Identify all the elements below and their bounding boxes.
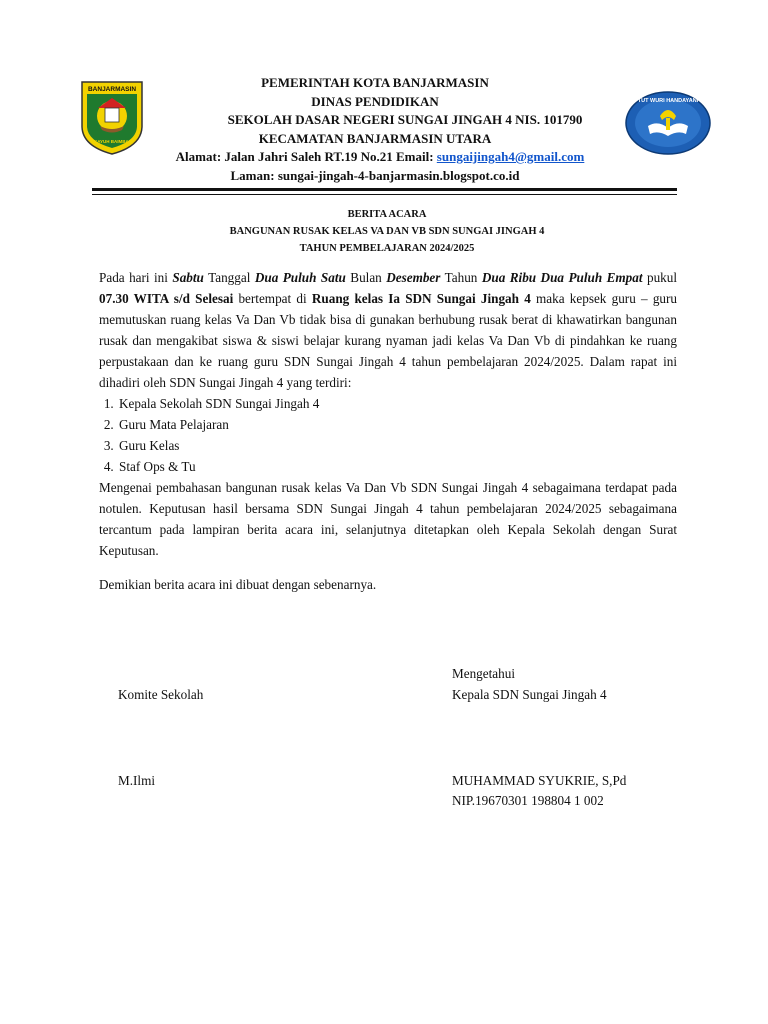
email-link[interactable]: sungaijingah4@gmail.com xyxy=(436,149,585,164)
text-run: Tahun xyxy=(440,270,482,285)
paragraph-opening xyxy=(99,267,677,393)
letterhead-line-4: KECAMATAN BANJARMASIN UTARA xyxy=(258,130,492,146)
letterhead-line-2: DINAS PENDIDIKAN xyxy=(311,93,439,109)
list-item: 2. Guru Mata Pelajaran xyxy=(117,414,677,435)
meeting-year: Dua Ribu Dua Puluh Empat xyxy=(481,270,643,285)
signature-left-role: Komite Sekolah xyxy=(118,687,204,702)
text-run: Tanggal xyxy=(203,270,255,285)
letterhead-line-1: PEMERINTAH KOTA BANJARMASIN xyxy=(261,75,489,90)
document-title-block xyxy=(100,206,674,257)
document-subject: BANGUNAN RUSAK KELAS VA DAN VB SDN SUNGAI JINGAH 4 xyxy=(229,226,545,237)
tut-wuri-handayani-logo xyxy=(624,90,712,156)
text-run: maka kepsek guru – guru memutuskan ruang kelas Va Dan Vb tidak bisa di gunakan berhubung rusak berat di khawatirkan bangunan rusak dan mengakibat siswa & siswi belajar kurang nyaman jadi kelas Va Dan Vb di pindahkan ke ruang perpustakaan dan ke ruang guru SDN Sungai Jingah 4 tahun pembelajaran 2024/2025. Dalam rapat ini dihadiri oleh SDN Sungai Jingah 4 yang terdiri: xyxy=(99,291,677,390)
meeting-month: Desember xyxy=(386,270,441,285)
logo-left-bottom-text: KAYUH BAIMBAI xyxy=(93,139,131,144)
meeting-date: Dua Puluh Satu xyxy=(254,270,346,285)
document-body xyxy=(99,267,677,595)
list-item: 1. Kepala Sekolah SDN Sungai Jingah 4 xyxy=(117,393,677,414)
letterhead-rule-thin xyxy=(92,194,677,195)
signature-right-pre: Mengetahui xyxy=(452,666,515,681)
letterhead-website: Laman: sungai-jingah-4-banjarmasin.blogspot.co.id xyxy=(230,167,520,183)
document-period: TAHUN PEMBELAJARAN 2024/2025 xyxy=(299,243,475,254)
signature-right-role: Kepala SDN Sungai Jingah 4 xyxy=(452,687,607,702)
letterhead-rule-thick xyxy=(92,188,677,191)
logo-right-text: TUT WURI HANDAYANI xyxy=(637,98,699,104)
document-title: BERITA ACARA xyxy=(347,209,427,220)
text-run: bertempat di xyxy=(233,291,312,306)
logo-left-top-text: BANJARMASIN xyxy=(87,86,137,93)
list-item: 4. Staf Ops & Tu xyxy=(117,456,677,477)
meeting-place: Ruang kelas Ia SDN Sungai Jingah 4 xyxy=(311,291,531,306)
letterhead-address xyxy=(120,148,640,167)
signature-left-name: M.Ilmi xyxy=(118,773,155,788)
signature-right-nip: NIP.19670301 198804 1 002 xyxy=(452,793,604,808)
meeting-time: 07.30 WITA s/d Selesai xyxy=(99,291,234,306)
letterhead xyxy=(140,74,610,185)
meeting-day: Sabtu xyxy=(172,270,204,285)
letterhead-line-3: SEKOLAH DASAR NEGERI SUNGAI JINGAH 4 NIS. 101790 xyxy=(227,112,583,127)
text-run: pukul xyxy=(642,270,678,285)
text-run: Bulan xyxy=(345,270,387,285)
text-run: Pada hari ini xyxy=(99,270,173,285)
attendee-list xyxy=(99,393,677,477)
signature-right-name: MUHAMMAD SYUKRIE, S,Pd xyxy=(452,773,627,788)
address-text: Alamat: Jalan Jahri Saleh RT.19 No.21 Email: xyxy=(175,149,437,164)
paragraph-closing: Demikian berita acara ini dibuat dengan sebenarnya. xyxy=(99,577,377,592)
paragraph-decision: Mengenai pembahasan bangunan rusak kelas Va Dan Vb SDN Sungai Jingah 4 sebagaimana terdapat pada notulen. Keputusan hasil bersama SDN Sungai Jingah 4 tahun pembelajaran 2024/2025 sebagaimana tercantum pada lampiran berita acara ini, selanjutnya ditetapkan oleh Kepala Sekolah dengan Surat Keputusan. xyxy=(99,480,677,558)
banjarmasin-city-logo xyxy=(78,80,146,156)
list-item: 3. Guru Kelas xyxy=(117,435,677,456)
